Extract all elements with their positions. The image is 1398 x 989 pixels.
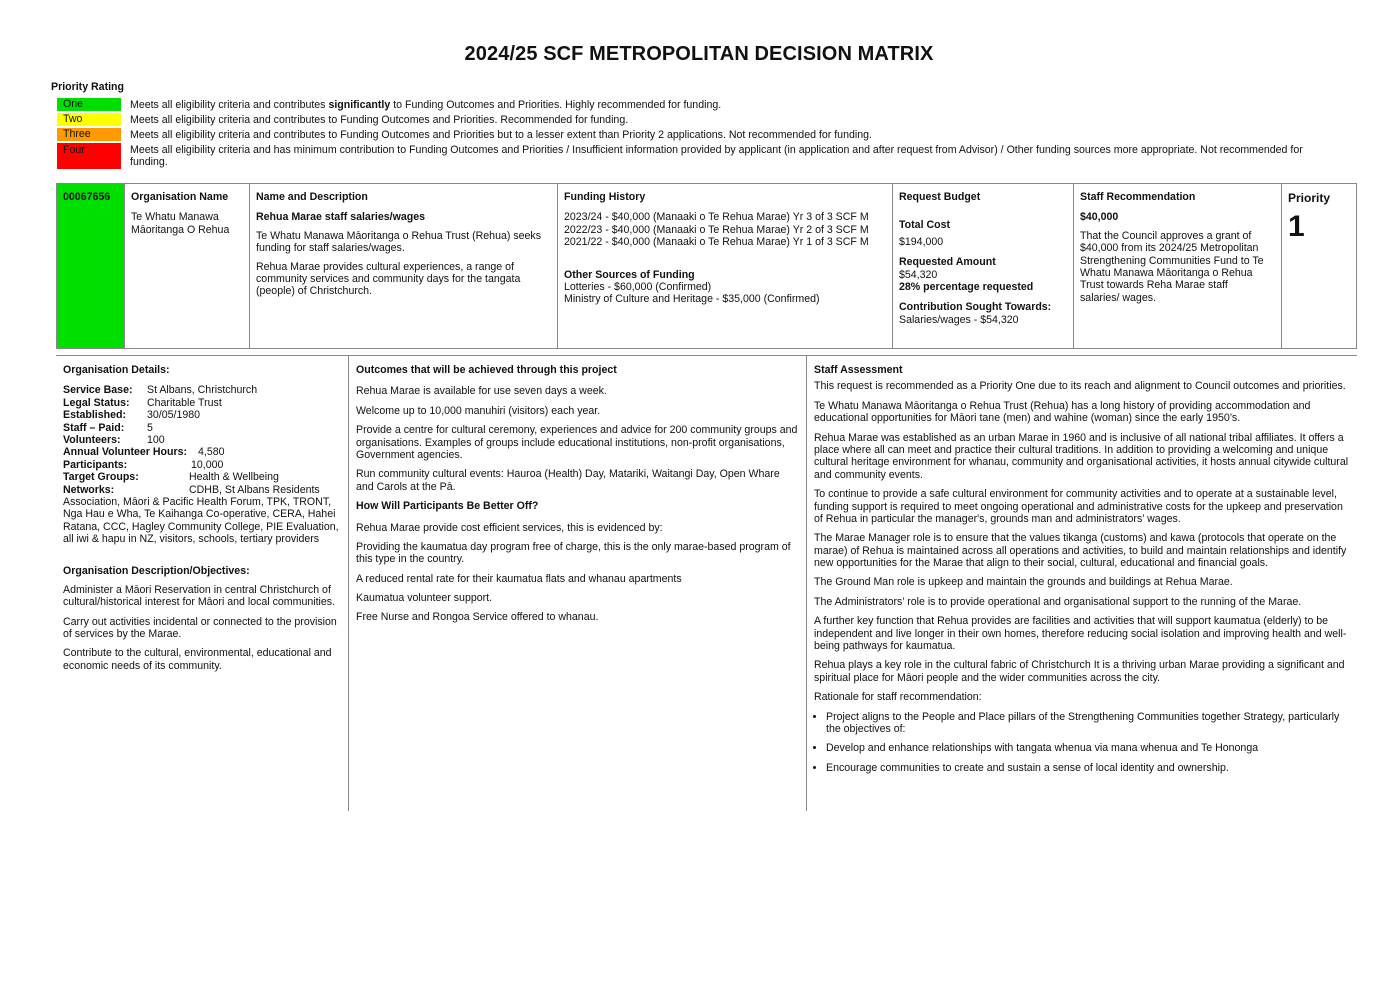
- priority-value: 1: [1288, 210, 1305, 244]
- request-budget-cell: [893, 184, 1074, 348]
- contribution-label: Contribution Sought Towards:: [899, 301, 1052, 314]
- org-objective: Administer a Māori Reservation in central Christchurch of cultural/historical interest for Māori and local communities.: [63, 583, 336, 609]
- better-off-item: Providing the kaumatua day program free of charge, this is the only marae-based program of this type in the country.: [356, 540, 791, 566]
- other-sources-heading: Other Sources of Funding: [564, 268, 695, 281]
- application-summary-table: [56, 183, 1357, 349]
- funding-history-heading: Funding History: [564, 191, 646, 203]
- name-description-heading: Name and Description: [256, 191, 368, 203]
- org-name-cell: [125, 184, 250, 348]
- org-name-heading: Organisation Name: [131, 191, 229, 203]
- requested-amount-label: Requested Amount: [899, 256, 996, 269]
- priority-cell: [1282, 184, 1356, 348]
- org-objective: Contribute to the cultural, environmental, educational and economic needs of its community.: [63, 647, 332, 672]
- page-title: 2024/25 SCF METROPOLITAN DECISION MATRIX: [464, 43, 934, 65]
- priority-heading: Priority: [1288, 191, 1331, 205]
- outcome-item: Rehua Marae is available for use seven days a week.: [356, 385, 607, 398]
- priority-rating-row-two: [57, 113, 1315, 126]
- total-cost-value: $194,000: [899, 235, 944, 248]
- assessment-paragraph: Rehua Marae was established as an urban Marae in 1960 and is inclusive of all national tribal affiliates. It offers a place where all can meet and practice their cultural traditions. In addition to providing a welcoming and unique cultural heritage environment for whanau, community and organisational activities, it hosts annual citywide cultural and community events.: [814, 431, 1349, 481]
- priority-desc-three: Meets all eligibility criteria and contributes to Funding Outcomes and Priorities but to a lesser extent than Priority 2 applications. Not recommended for funding.: [130, 129, 872, 141]
- requested-percentage: 28% percentage requested: [899, 280, 1034, 293]
- assessment-paragraph: The Administrators’ role is to provide operational and organisational support to the running of the Marae.: [814, 595, 1302, 608]
- application-id: 00067656: [57, 184, 125, 348]
- assessment-paragraph: A further key function that Rehua provides are facilities and activities that will support kaumatua (elderly) to be independent and live longer in their own homes, therefore reducing social isolation and improving health and well-being pathways for kaumatua.: [814, 615, 1347, 653]
- priority-swatch-four: Four: [57, 143, 121, 169]
- better-off-item: Rehua Marae provide cost efficient services, this is evidenced by:: [356, 521, 663, 534]
- outcome-item: Provide a centre for cultural ceremony, experiences and advice for 200 community groups and organisations. Examples of groups include educational institutions, non-profit organisations, Government agencies.: [356, 424, 798, 461]
- staff-recommendation-amount: $40,000: [1080, 211, 1119, 224]
- volunteer-hours-row: Annual Volunteer Hours: 4,580: [63, 446, 225, 459]
- organisation-details-column: [56, 356, 348, 811]
- volunteers-row: Volunteers: 100: [63, 433, 165, 446]
- priority-rating-heading: Priority Rating: [51, 81, 124, 93]
- staff-assessment-column: [806, 356, 1357, 811]
- priority-swatch-one: One: [57, 98, 121, 111]
- rationale-item: • Encourage communities to create and sustain a sense of local identity and ownership.: [826, 762, 1350, 774]
- assessment-paragraph: This request is recommended as a Priority One due to its reach and alignment to Council outcomes and priorities.: [814, 380, 1346, 393]
- org-description-heading: Organisation Description/Objectives:: [63, 565, 250, 578]
- outcome-item: Run community cultural events: Hauroa (Health) Day, Matariki, Waitangi Day, Open Whare and Carols at the Pā.: [356, 468, 780, 493]
- staff-recommendation-cell: [1074, 184, 1282, 348]
- better-off-item: A reduced rental rate for their kaumatua flats and whanau apartments: [356, 572, 682, 585]
- rationale-item: • Develop and enhance relationships with tangata whenua via mana whenua and Te Hononga: [826, 742, 1350, 754]
- assessment-paragraph: The Ground Man role is upkeep and maintain the grounds and buildings at Rehua Marae.: [814, 576, 1233, 589]
- better-off-item: Kaumatua volunteer support.: [356, 592, 493, 605]
- project-description-2: Rehua Marae provides cultural experiences, a range of community services and community days for the tangata (people) of Christchurch.: [256, 260, 521, 298]
- contribution-value: Salaries/wages - $54,320: [899, 313, 1019, 326]
- priority-rating-row-four: [57, 143, 1315, 169]
- staff-assessment-heading: Staff Assessment: [814, 364, 903, 376]
- outcomes-heading: Outcomes that will be achieved through this project: [356, 364, 617, 376]
- funding-history-item: 2021/22 - $40,000 (Manaaki o Te Rehua Marae) Yr 1 of 3 SCF M: [564, 236, 869, 249]
- project-description-1: Te Whatu Manawa Māoritanga o Rehua Trust (Rehua) seeks funding for staff salaries/wages.: [256, 229, 541, 255]
- better-off-heading: How Will Participants Be Better Off?: [356, 500, 539, 513]
- funding-history-item: 2023/24 - $40,000 (Manaaki o Te Rehua Marae) Yr 3 of 3 SCF M: [564, 211, 869, 224]
- other-source-item: Ministry of Culture and Heritage - $35,000 (Confirmed): [564, 293, 820, 306]
- staff-paid-row: Staff – Paid: 5: [63, 421, 153, 434]
- requested-amount-value: $54,320: [899, 268, 938, 281]
- outcomes-column: [348, 356, 806, 811]
- total-cost-label: Total Cost: [899, 219, 951, 232]
- target-groups-row: Target Groups: Health & Wellbeing: [63, 471, 279, 484]
- priority-desc-two: Meets all eligibility criteria and contributes to Funding Outcomes and Priorities. Recommended for funding.: [130, 114, 629, 126]
- networks-row: Networks: CDHB, St Albans Residents: [63, 483, 320, 496]
- staff-recommendation-text: That the Council approves a grant of $40,000 from its 2024/25 Metropolitan Strengthening Communities Fund to Te Whatu Manawa Māoritanga o Rehua Trust towards Reha Marae staff salaries/ wages.: [1080, 229, 1264, 304]
- priority-swatch-two: Two: [57, 113, 121, 126]
- funding-history-cell: [558, 184, 893, 348]
- participants-row: Participants: 10,000: [63, 458, 224, 471]
- priority-swatch-three: Three: [57, 128, 121, 141]
- rationale-item: • Project aligns to the People and Place pillars of the Strengthening Communities together Strategy, particularly the objectives of:: [826, 711, 1350, 736]
- other-source-item: Lotteries - $60,000 (Confirmed): [564, 280, 712, 293]
- assessment-paragraph: The Marae Manager role is to ensure that the values tikanga (customs) and kawa (protocols that operate on the marae) of Rehua is maintained across all operations and activities, to build and maintain relationships and identify new opportunities for the Marae that align to their social, cultural, educational and financial goals.: [814, 532, 1347, 570]
- established-row: Established: 30/05/1980: [63, 409, 201, 422]
- rationale-list: [814, 711, 1350, 775]
- networks-list: Association, Māori & Pacific Health Forum, TPK, TRONT, Nga Hau e Wha, Te Kaihanga Co-operative, CERA, Hahei Ratana, CCC, Hagley Community College, PIE Evaluation, all iwi & hapu in NZ, visitors, schools, tertiary providers: [63, 495, 339, 546]
- assessment-paragraph: To continue to provide a safe cultural environment for community activities and to operate at a sustainable level, funding support is required to meet ongoing operational and administrative costs for the upkeep and preservation of Rehua in particular the manager's, grounds man and administrators’ wages.: [814, 488, 1343, 525]
- name-description-cell: [250, 184, 558, 348]
- better-off-item: Free Nurse and Rongoa Service offered to whanau.: [356, 611, 599, 624]
- funding-history-list: [564, 211, 886, 248]
- details-section: [56, 355, 1357, 811]
- assessment-paragraph: Rehua plays a key role in the cultural fabric of Christchurch It is a thriving urban Marae providing a significant and spiritual place for Māori people and the wider communities across the city.: [814, 659, 1345, 684]
- assessment-paragraph: Rationale for staff recommendation:: [814, 691, 982, 704]
- priority-rating-row-three: [57, 128, 1315, 141]
- funding-history-item: 2022/23 - $40,000 (Manaaki o Te Rehua Marae) Yr 2 of 3 SCF M: [564, 223, 869, 236]
- assessment-paragraph: Te Whatu Manawa Māoritanga o Rehua Trust (Rehua) has a long history of providing accommodation and educational opportunities for Māori tane (men) and wahine (woman) since the early 1950’s.: [814, 399, 1311, 425]
- priority-desc-four: Meets all eligibility criteria and has minimum contribution to Funding Outcomes and Priorities / Insufficient information provided by applicant (in application and after request from Advisor) / Other funding sources more appropriate. Not recommended for funding.: [130, 144, 1303, 168]
- project-name: Rehua Marae staff salaries/wages: [256, 211, 425, 224]
- outcome-item: Welcome up to 10,000 manuhiri (visitors) each year.: [356, 404, 601, 417]
- org-objective: Carry out activities incidental or connected to the provision of services by the Marae.: [63, 615, 337, 641]
- priority-rating-row-one: [57, 98, 1315, 111]
- org-details-heading: Organisation Details:: [63, 364, 170, 376]
- priority-desc-one: Meets all eligibility criteria and contributes significantly to Funding Outcomes and Priorities. Highly recommended for funding.: [130, 99, 722, 111]
- legal-status-row: Legal Status: Charitable Trust: [63, 396, 222, 409]
- service-base-row: Service Base: St Albans, Christchurch: [63, 384, 258, 397]
- request-budget-heading: Request Budget: [899, 191, 981, 203]
- staff-recommendation-heading: Staff Recommendation: [1080, 191, 1196, 203]
- org-name: Te Whatu Manawa Māoritanga O Rehua: [131, 211, 230, 236]
